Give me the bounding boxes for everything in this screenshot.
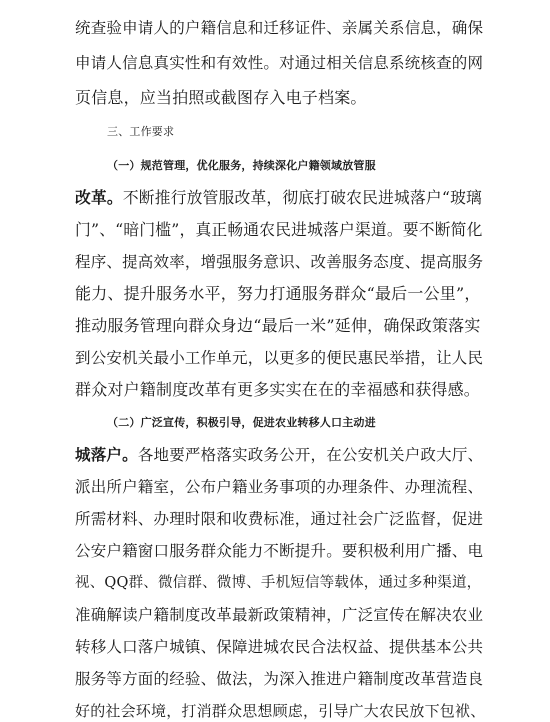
body-text-line: 推动服务管理向群众身边“最后一米”延伸，确保政策落实: [75, 316, 481, 335]
subsection-title-continued: 改革。: [75, 188, 123, 207]
body-text: 各地要严格落实政务公开，在公安机关户政大厅、: [137, 446, 484, 464]
subsection-title-continued: 城落户。: [75, 446, 138, 464]
body-text-line: 统查验申请人的户籍信息和迁移证件、亲属关系信息，确保: [75, 19, 484, 37]
body-text-line: 群众对户籍制度改革有更多实实在在的幸福感和获得感。: [75, 380, 481, 399]
body-text-line: 视、QQ群、微信群、微博、手机短信等载体，通过多种渠道，: [75, 575, 482, 591]
body-text-line: 到公安机关最小工作单元，以更多的便民惠民举措，让人民: [75, 349, 484, 367]
body-text-line: 公安户籍窗口服务群众能力不断提升。要积极利用广播、电: [75, 542, 484, 560]
subsection-heading-line: [107, 155, 517, 177]
body-text-line: 能力、提升服务水平，努力打通服务群众“最后一公里”，: [75, 284, 481, 303]
subsection-title: （二）广泛宣传，积极引导，促进农业转移人口主动进: [107, 416, 376, 429]
subsection-heading-line: [107, 412, 517, 434]
body-text-line: 准确解读户籍制度改革最新政策精神，广泛宣传在解决农业: [75, 606, 484, 624]
body-text-line: [75, 187, 485, 209]
body-text-line: 好的社会环境，打消群众思想顾虑，引导广大农民放下包袱、: [75, 702, 486, 720]
body-text-line: 派出所户籍室，公布户籍业务事项的办理条件、办理流程、: [75, 478, 484, 496]
body-text-line: 申请人信息真实性和有效性。对通过相关信息系统核查的网: [75, 54, 484, 72]
body-text-line: 门”、“暗门槛”，真正畅通农民进城落户渠道。要不断简化: [75, 220, 483, 239]
body-text: 不断推行放管服改革，彻底打破农民进城落户“玻璃: [122, 188, 483, 207]
subsection-title: （一）规范管理，优化服务，持续深化户籍领域放管服: [107, 159, 376, 172]
body-text-line: 转移人口落户城镇、保障进城农民合法权益、提供基本公共: [75, 638, 484, 656]
body-text-line: 程序、提高效率，增强服务意识、改善服务态度、提高服务: [75, 253, 484, 271]
body-text-line: 服务等方面的经验、做法，为深入推进户籍制度改革营造良: [75, 670, 484, 688]
section-heading: 三、工作要求: [107, 125, 175, 138]
body-text-line: 页信息，应当拍照或截图存入电子档案。: [75, 88, 367, 107]
body-text-line: 所需材料、办理时限和收费标准，通过社会广泛监督，促进: [75, 510, 484, 528]
body-text-line: [75, 444, 485, 466]
